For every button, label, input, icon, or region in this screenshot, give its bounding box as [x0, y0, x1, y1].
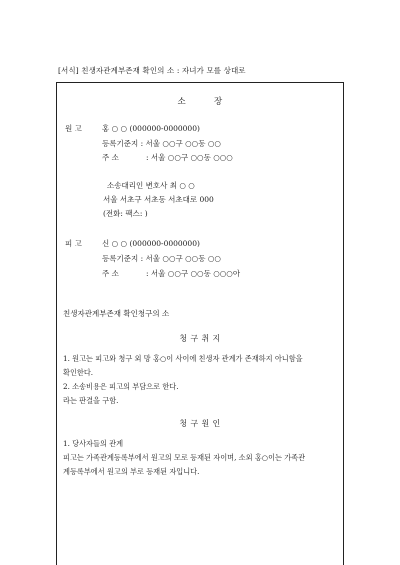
document-title	[57, 95, 343, 107]
reason-line-2: 피고는 가족관계등록부에서 원고의 모로 등재된 자이며, 소외 홍○이는 가족관	[63, 453, 306, 462]
attorney-address: 서울 서초구 서초동 서초대로 000	[103, 195, 214, 204]
plaintiff-role: 원 고	[65, 124, 82, 133]
complaint-document	[56, 82, 344, 565]
reason-heading: 청 구 원 인	[179, 419, 221, 428]
title-char-1: 소	[177, 97, 186, 107]
plaintiff-address: : 서울 ○○구 ○○동 ○○○	[146, 153, 233, 162]
claim-line-3: 2. 소송비용은 피고의 부담으로 한다.	[63, 382, 179, 391]
case-name: 친생자관계부존재 확인청구의 소	[63, 309, 170, 318]
reason-line-1: 1. 당사자들의 관계	[63, 439, 124, 448]
attorney-contact: (전화: 팩스: )	[103, 209, 148, 218]
plaintiff-address-label: 주 소	[102, 153, 119, 162]
attorney-title: 소송대리인 변호사 최 ○ ○	[107, 181, 195, 190]
plaintiff-name: 홍 ○ ○ (000000-0000000)	[102, 124, 200, 133]
defendant-address: : 서울 ○○구 ○○동 ○○○아	[146, 269, 241, 278]
claim-line-1: 1. 원고는 피고와 청구 외 망 홍○이 사이에 친생자 관계가 존재하지 아니함을	[63, 354, 303, 363]
reason-line-3: 계등록부에서 원고의 부로 등재된 자입니다.	[63, 467, 200, 476]
defendant-name: 신 ○ ○ (000000-0000000)	[102, 239, 200, 248]
plaintiff-registry: 등록기준지 : 서울 ○○구 ○○동 ○○	[102, 139, 221, 148]
defendant-registry: 등록기준지 : 서울 ○○구 ○○동 ○○	[102, 254, 221, 263]
claim-line-2: 확인한다.	[63, 368, 94, 377]
defendant-address-label: 주 소	[102, 269, 119, 278]
title-char-2: 장	[214, 97, 223, 107]
claim-line-4: 라는 판결을 구함.	[63, 396, 119, 405]
defendant-role: 피 고	[65, 239, 82, 248]
form-label: [서식] 친생자관계부존재 확인의 소 : 자녀가 모를 상대로	[58, 66, 246, 75]
claim-heading: 청 구 취 지	[179, 334, 221, 343]
